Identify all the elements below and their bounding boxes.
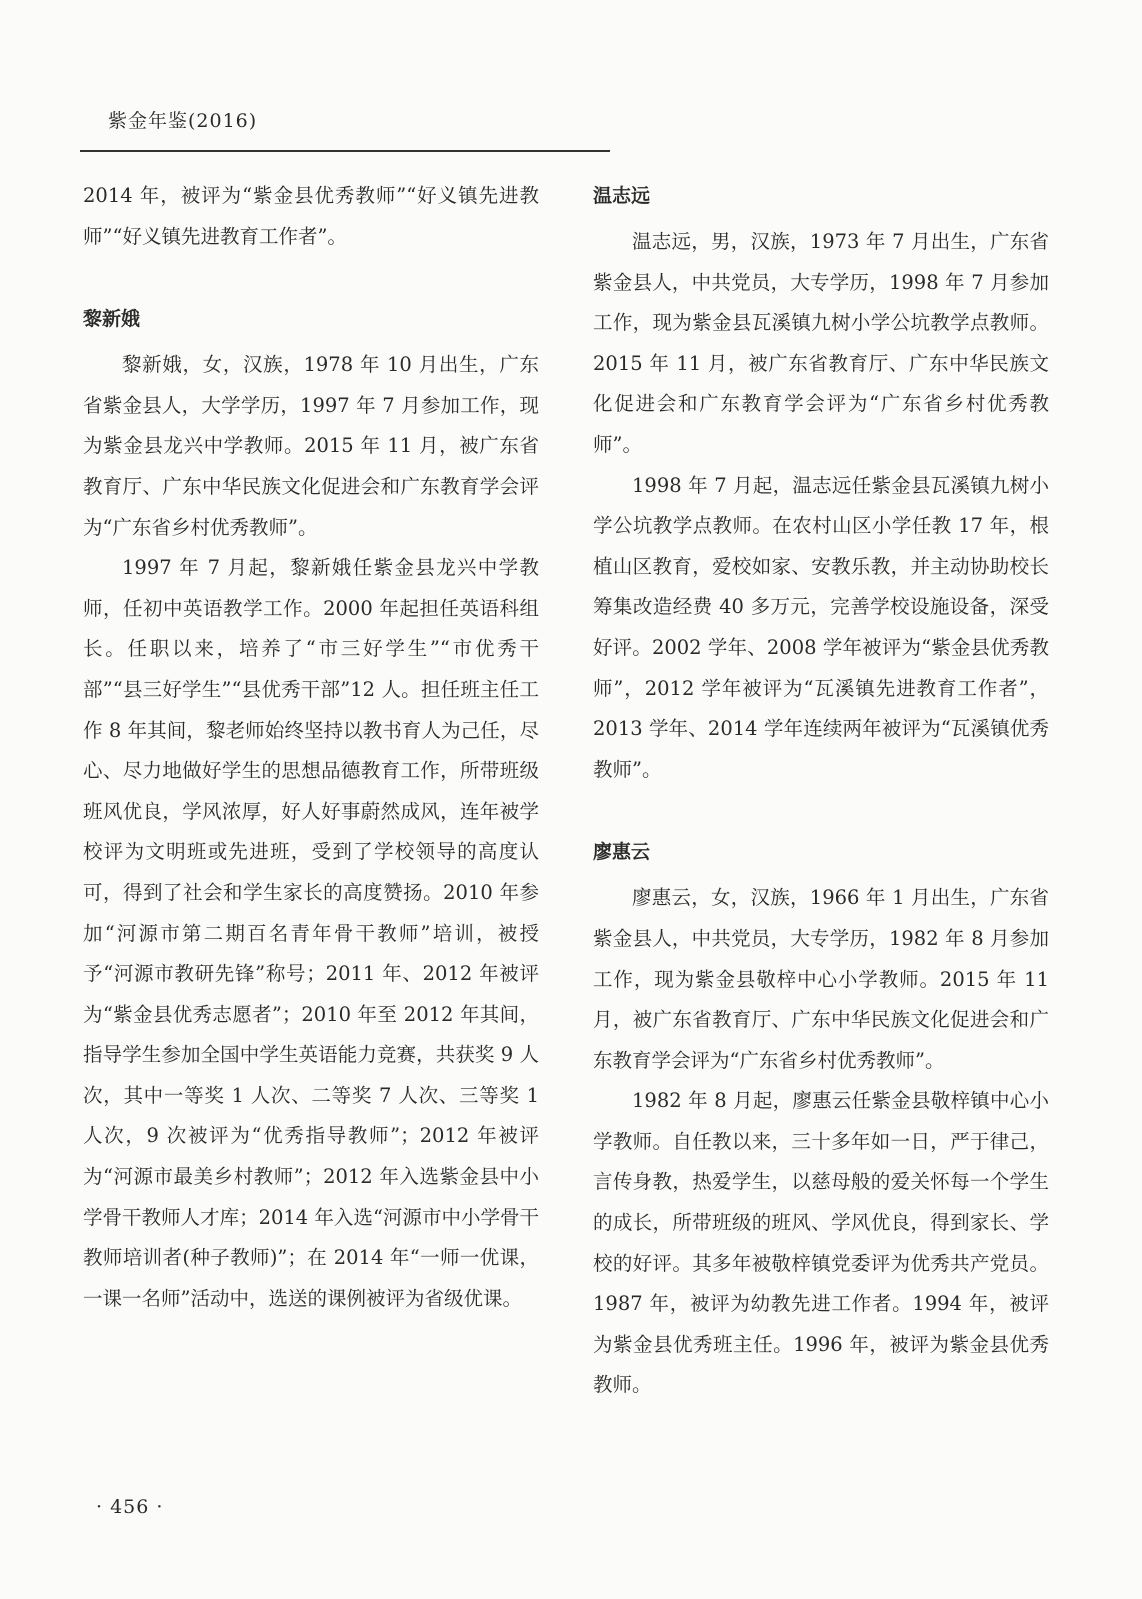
header-rule bbox=[80, 150, 610, 152]
page-number: · 456 · bbox=[96, 1496, 164, 1518]
body-paragraph: 廖惠云，女，汉族，1966 年 1 月出生，广东省紫金县人，中共党员，大专学历，1982 年 8 月参加工作，现为紫金县敬梓中心小学教师。2015 年 11 月，被广东省教育厅、广东中华民族文化促进会和广东教育学会评为“广东省乡村优秀教师”。 bbox=[593, 886, 1049, 1072]
section-heading-wen-zhi-yuan: 温志远 bbox=[593, 185, 651, 207]
body-paragraph: 1982 年 8 月起，廖惠云任紫金县敬梓镇中心小学教师。自任教以来，三十多年如一日，严于律己，言传身教，热爱学生，以慈母般的爱关怀每一个学生的成长，所带班级的班风、学风优良，得到家长、学校的好评。其多年被敬梓镇党委评为优秀共产党员。1987 年，被评为幼教先进工作者。1994 年，被评为紫金县优秀班主任。1996 年，被评为紫金县优秀教师。 bbox=[593, 1089, 1049, 1397]
body-paragraph: 1998 年 7 月起，温志远任紫金县瓦溪镇九树小学公坑教学点教师。在农村山区小学任教 17 年，根植山区教育，爱校如家、安教乐教，并主动协助校长筹集改造经费 40 多万元，完善学校设施设备，深受好评。2002 学年、2008 学年被评为“紫金县优秀教师”，2012 学年被评为“瓦溪镇先进教育工作者”，2013 学年、2014 学年连续两年被评为“瓦溪镇优秀教师”。 bbox=[593, 473, 1049, 781]
body-paragraph: 温志远，男，汉族，1973 年 7 月出生，广东省紫金县人，中共党员，大专学历，1998 年 7 月参加工作，现为紫金县瓦溪镇九树小学公坑教学点教师。2015 年 11 月，被广东省教育厅、广东中华民族文化促进会和广东教育学会评为“广东省乡村优秀教师”。 bbox=[593, 230, 1049, 456]
section-heading-liao-hui-yun: 廖惠云 bbox=[593, 841, 651, 864]
left-column bbox=[83, 176, 539, 1319]
body-paragraph: 黎新娥，女，汉族，1978 年 10 月出生，广东省紫金县人，大学学历，1997 年 7 月参加工作，现为紫金县龙兴中学教师。2015 年 11 月，被广东省教育厅、广东中华民族文化促进会和广东教育学会评为“广东省乡村优秀教师”。 bbox=[83, 353, 539, 539]
right-column bbox=[593, 176, 1049, 1406]
running-header: 紫金年鉴(2016) bbox=[108, 110, 258, 132]
section-heading-li-xin-e: 黎新娥 bbox=[83, 308, 141, 331]
continued-paragraph: 2014 年，被评为“紫金县优秀教师”“好义镇先进教师”“好义镇先进教育工作者”。 bbox=[83, 184, 539, 248]
body-paragraph: 1997 年 7 月起，黎新娥任紫金县龙兴中学教师，任初中英语教学工作。2000 年起担任英语科组长。任职以来，培养了“市三好学生”“市优秀干部”“县三好学生”“县优秀干部”12 人。担任班主任工作 8 年其间，黎老师始终坚持以教书育人为己任，尽心、尽力地做好学生的思想品德教育工作，所带班级班风优良，学风浓厚，好人好事蔚然成风，连年被学校评为文明班或先进班，受到了学校领导的高度认可，得到了社会和学生家长的高度赞扬。2010 年参加“河源市第二期百名青年骨干教师”培训，被授予“河源市教研先锋”称号；2011 年、2012 年被评为“紫金县优秀志愿者”；2010 年至 2012 年其间，指导学生参加全国中学生英语能力竞赛，共获奖 9 人次，其中一等奖 1 人次、二等奖 7 人次、三等奖 1 人次，9 次被评为“优秀指导教师”；2012 年被评为“河源市最美乡村教师”；2012 年入选紫金县中小学骨干教师人才库；2014 年入选“河源市中小学骨干教师培训者(种子教师)”；在 2014 年“一师一优课，一课一名师”活动中，选送的课例被评为省级优课。 bbox=[83, 556, 539, 1310]
